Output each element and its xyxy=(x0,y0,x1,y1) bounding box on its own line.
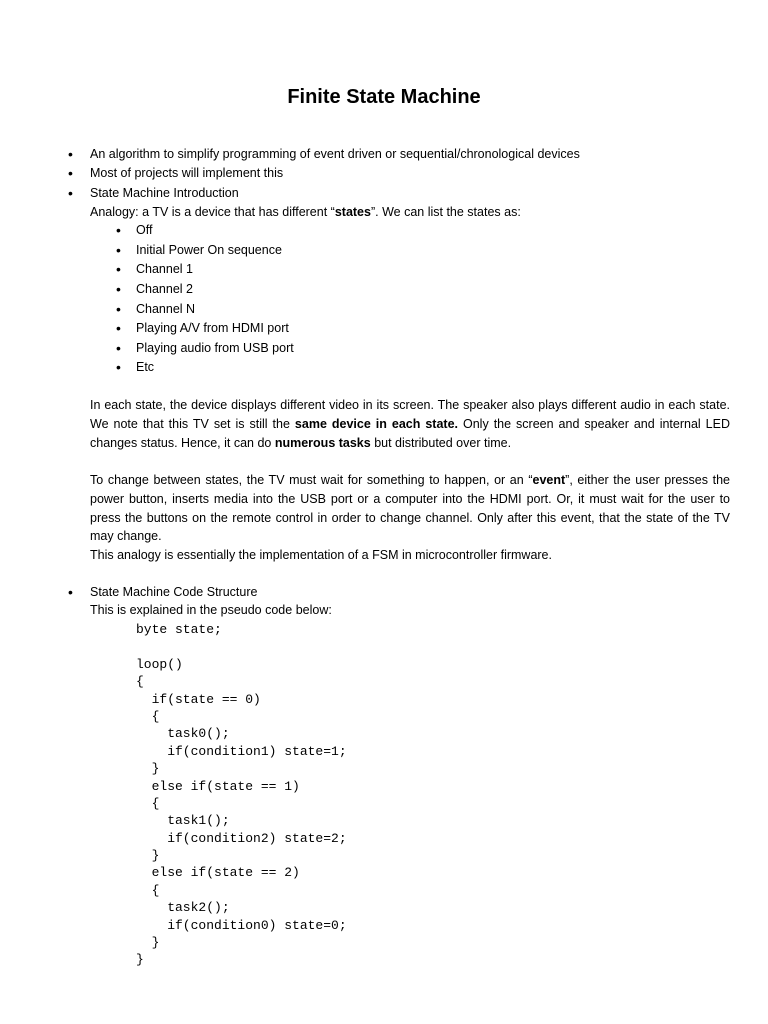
code-line: byte state; xyxy=(136,622,222,637)
paragraph-states xyxy=(90,396,730,452)
para-bold: numerous tasks xyxy=(274,435,371,450)
bullet-item: • Most of projects will implement this xyxy=(90,164,283,183)
para-text: but distributed over time. xyxy=(370,435,512,450)
code-line xyxy=(136,638,347,655)
code-line: } xyxy=(136,848,160,864)
analogy-text: Analogy: a TV is a device that has different “ xyxy=(90,205,335,219)
code-line: if(state == 0) xyxy=(136,691,261,707)
bullet-item: • State Machine Code Structure xyxy=(90,583,257,602)
para-text: To change between states, the TV must wait for something to happen, or an “ xyxy=(90,473,533,487)
state-item: • Off xyxy=(136,221,152,241)
code-line: { xyxy=(136,708,160,724)
state-item: • Initial Power On sequence xyxy=(136,241,282,261)
paragraph-events xyxy=(90,471,730,565)
state-item: • Etc xyxy=(136,358,154,378)
para-text: Only the screen and speaker and internal LED changes status. Hence, it can do xyxy=(90,416,730,450)
state-item: • Playing A/V from HDMI port xyxy=(136,319,289,339)
state-item: • Channel 2 xyxy=(136,280,193,300)
analogy-bold: states xyxy=(334,205,371,219)
code-line: loop() xyxy=(136,656,183,672)
bullet-item: • An algorithm to simplify programming of event driven or sequential/chronological devices xyxy=(90,145,580,164)
code-line: } xyxy=(136,935,160,951)
code-line: task0(); xyxy=(136,726,230,742)
para-bold: same device in each state. xyxy=(294,416,459,431)
code-line: { xyxy=(136,674,144,690)
analogy-text-end: ”. We can list the states as: xyxy=(370,205,521,219)
para-bold: event xyxy=(532,473,566,487)
state-item: • Channel N xyxy=(136,300,195,320)
code-line: if(condition1) state=1; xyxy=(136,743,347,759)
code-line: else if(state == 2) xyxy=(136,865,300,881)
code-line: { xyxy=(136,882,160,898)
code-line: if(condition0) state=0; xyxy=(136,917,347,933)
page-title: Finite State Machine xyxy=(287,86,481,108)
state-item: • Channel 1 xyxy=(136,260,193,280)
code-line: if(condition2) state=2; xyxy=(136,830,347,846)
analogy-line xyxy=(90,203,521,222)
code-line: else if(state == 1) xyxy=(136,778,300,794)
para-text: In each state, the device displays different video in its screen. The speaker also plays different audio in each state. We note that this TV set is still the xyxy=(90,398,730,431)
state-item: • Playing audio from USB port xyxy=(136,339,294,359)
code-line: task2(); xyxy=(136,900,230,916)
code-line: task1(); xyxy=(136,813,230,829)
code-line: } xyxy=(136,761,160,777)
para-text: This analogy is essentially the implementation of a FSM in microcontroller firmware. xyxy=(90,548,552,563)
bullet-item: • State Machine Introduction xyxy=(90,184,239,203)
para-text: ”, either the user presses the power button, inserts media into the USB port or a computer into the HDMI port. Or, it must wait for the user to press the buttons on the remote control in order to change channel. Only after this event, that the state of the TV may change. xyxy=(90,473,731,544)
code-line: } xyxy=(136,952,144,968)
code-line: { xyxy=(136,795,160,811)
code-intro: This is explained in the pseudo code below: xyxy=(90,603,332,617)
pseudo-code-block xyxy=(136,621,347,969)
